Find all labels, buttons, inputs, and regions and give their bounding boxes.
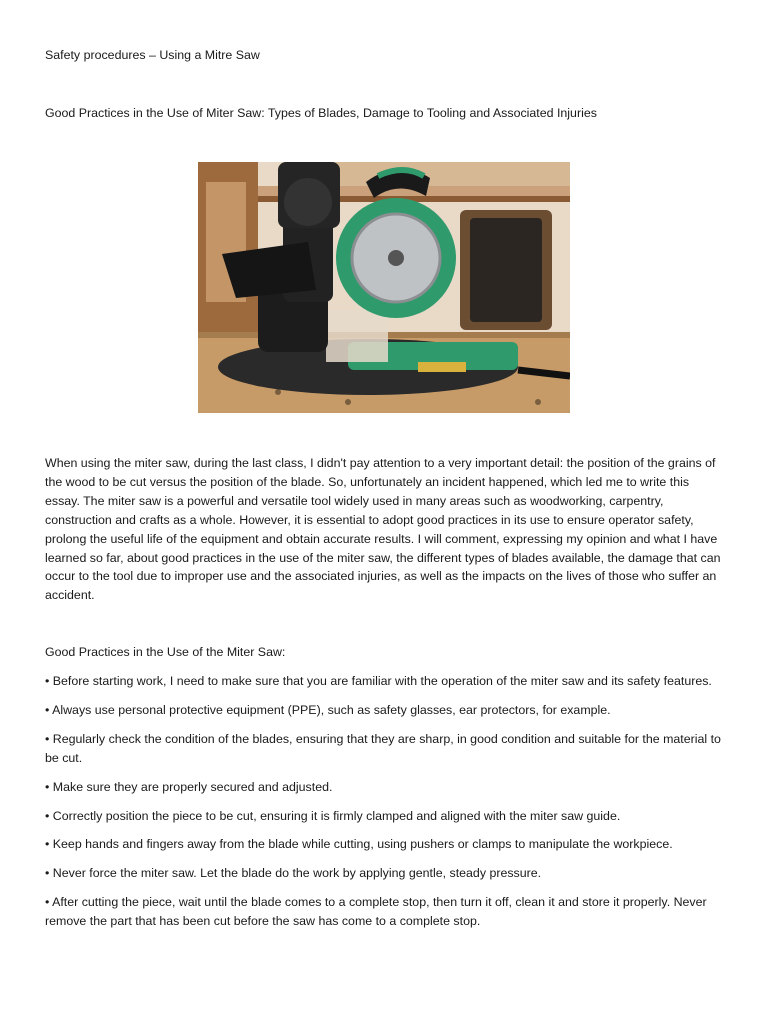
document-title: Safety procedures – Using a Mitre Saw <box>45 48 260 62</box>
section-heading: Good Practices in the Use of the Miter Saw: <box>45 645 286 659</box>
list-item: • Make sure they are properly secured and adjusted. <box>45 779 333 794</box>
list-item: • Never force the miter saw. Let the blade do the work by applying gentle, steady pressure. <box>45 866 542 881</box>
list-item: • Before starting work, I need to make sure that you are familiar with the operation of the miter saw and its safety features. <box>45 674 712 688</box>
document-subtitle: Good Practices in the Use of Miter Saw: Types of Blades, Damage to Tooling and Associated Injuries <box>45 106 597 120</box>
list-item: • Regularly check the condition of the blades, ensuring that they are sharp, in good condition and suitable for the material to be cut. <box>45 731 721 765</box>
list-item: • Always use personal protective equipment (PPE), such as safety glasses, ear protectors, for example. <box>45 702 611 717</box>
good-practices-list <box>45 672 721 941</box>
list-item: • After cutting the piece, wait until the blade comes to a complete stop, then turn it off, clean it and store it properly. Never remove the part that has been cut before the saw has come to a complete stop. <box>45 895 707 929</box>
list-item: • Keep hands and fingers away from the blade while cutting, using pushers or clamps to manipulate the workpiece. <box>45 837 673 852</box>
intro-paragraph: When using the miter saw, during the last class, I didn't pay attention to a very important detail: the position of the grains of the wood to be cut versus the position of the blade. So, unfortunately an incident happened, which led me to write this essay. The miter saw is a powerful and versatile tool widely used in many areas such as woodworking, carpentry, construction and crafts as a whole. However, it is essential to adopt good practices in its use to ensure operator safety, prolong the useful life of the equipment and obtain accurate results. I will comment, expressing my opinion and what I have learned so far, about good practices in the use of the miter saw, the different types of blades available, the damage that can occur to the tool due to improper use and the associated injuries, as well as the impacts on the lives of those who suffer an accident. <box>45 456 721 603</box>
miter-saw-photo <box>198 162 570 413</box>
list-item: • Correctly position the piece to be cut, ensuring it is firmly clamped and aligned with the miter saw guide. <box>45 808 621 823</box>
